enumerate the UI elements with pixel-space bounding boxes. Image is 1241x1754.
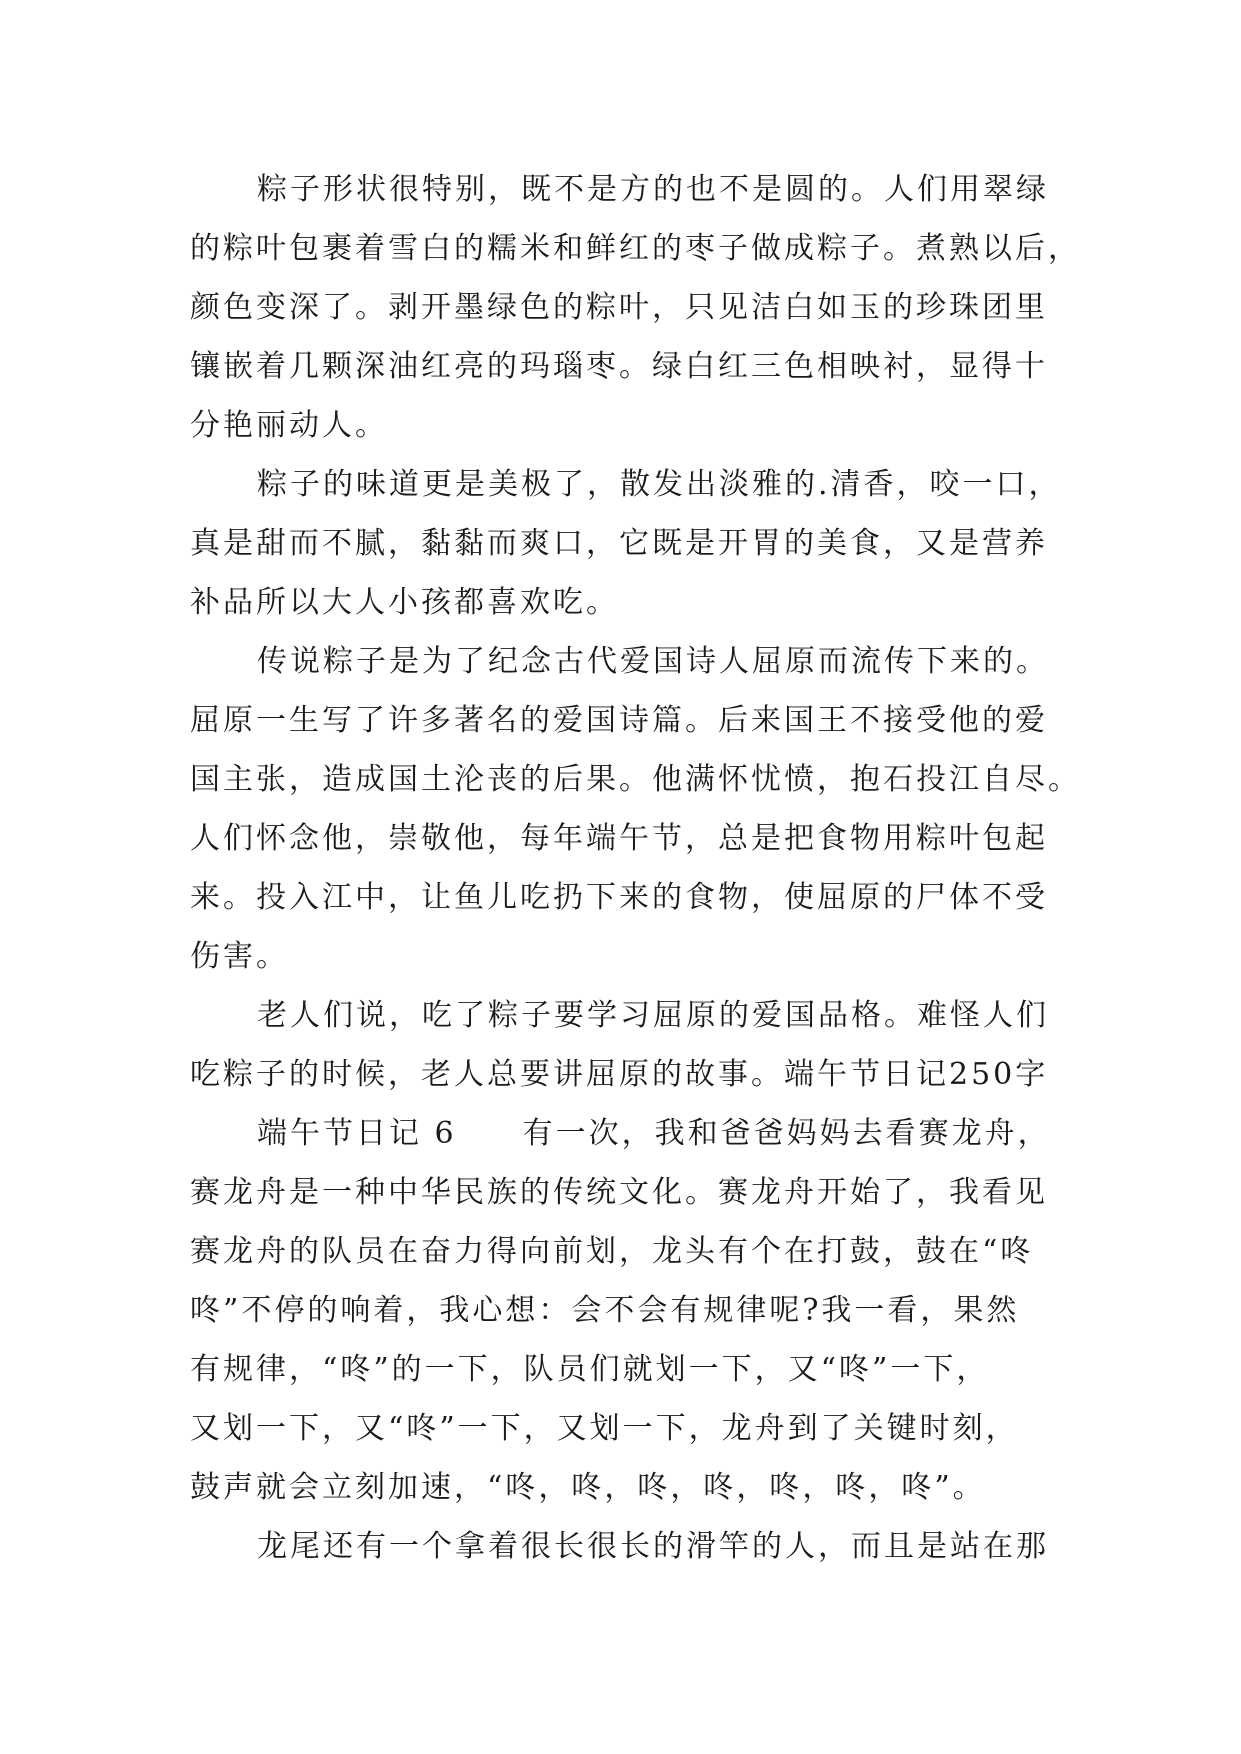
text-line: 咚”不停的响着，我心想：会不会有规律呢?我一看，果然 bbox=[190, 1293, 1020, 1328]
text-line: 伤害。 bbox=[190, 939, 289, 974]
text-line: 颜色变深了。剥开墨绿色的粽叶，只见洁白如玉的珍珠团里 bbox=[190, 290, 1048, 325]
text-line: 龙尾还有一个拿着很长很长的滑竿的人，而且是站在那 bbox=[257, 1529, 1049, 1564]
text-line: 屈原一生写了许多著名的爱国诗篇。后来国王不接受他的爱 bbox=[190, 703, 1048, 738]
text-line: 端午节日记 6 有一次，我和爸爸妈妈去看赛龙舟， bbox=[257, 1116, 1051, 1151]
text-line: 赛龙舟的队员在奋力得向前划，龙头有个在打鼓，鼓在“咚 bbox=[190, 1234, 1034, 1269]
text-line: 传说粽子是为了纪念古代爱国诗人屈原而流传下来的。 bbox=[257, 644, 1049, 679]
text-line: 有规律，“咚”的一下，队员们就划一下，又“咚”一下， bbox=[190, 1352, 990, 1387]
text-line: 镶嵌着几颗深油红亮的玛瑙枣。绿白红三色相映衬，显得十 bbox=[190, 349, 1048, 384]
text-line: 吃粽子的时候，老人总要讲屈原的故事。端午节日记250字 bbox=[190, 1057, 1049, 1092]
text-line: 国主张，造成国土沦丧的后果。他满怀忧愤，抱石投江自尽。 bbox=[190, 762, 1081, 797]
text-line: 的粽叶包裹着雪白的糯米和鲜红的枣子做成粽子。煮熟以后， bbox=[190, 231, 1081, 266]
text-line: 补品所以大人小孩都喜欢吃。 bbox=[190, 585, 619, 620]
text-line: 赛龙舟是一种中华民族的传统文化。赛龙舟开始了，我看见 bbox=[190, 1175, 1048, 1210]
text-line: 真是甜而不腻，黏黏而爽口，它既是开胃的美食，又是营养 bbox=[190, 526, 1048, 561]
text-line: 老人们说，吃了粽子要学习屈原的爱国品格。难怪人们 bbox=[257, 998, 1049, 1033]
text-line: 鼓声就会立刻加速，“咚，咚，咚，咚，咚，咚，咚”。 bbox=[190, 1470, 986, 1505]
text-line: 来。投入江中，让鱼儿吃扔下来的食物，使屈原的尸体不受 bbox=[190, 880, 1048, 915]
document-body bbox=[190, 160, 1081, 1576]
text-line: 分艳丽动人。 bbox=[190, 408, 388, 443]
text-line: 人们怀念他，崇敬他，每年端午节，总是把食物用粽叶包起 bbox=[190, 821, 1048, 856]
text-line: 粽子形状很特别，既不是方的也不是圆的。人们用翠绿 bbox=[257, 172, 1049, 207]
text-line: 又划一下，又“咚”一下，又划一下，龙舟到了关键时刻， bbox=[190, 1411, 1019, 1446]
text-line: 粽子的味道更是美极了，散发出淡雅的.清香，咬一口， bbox=[257, 467, 1062, 502]
